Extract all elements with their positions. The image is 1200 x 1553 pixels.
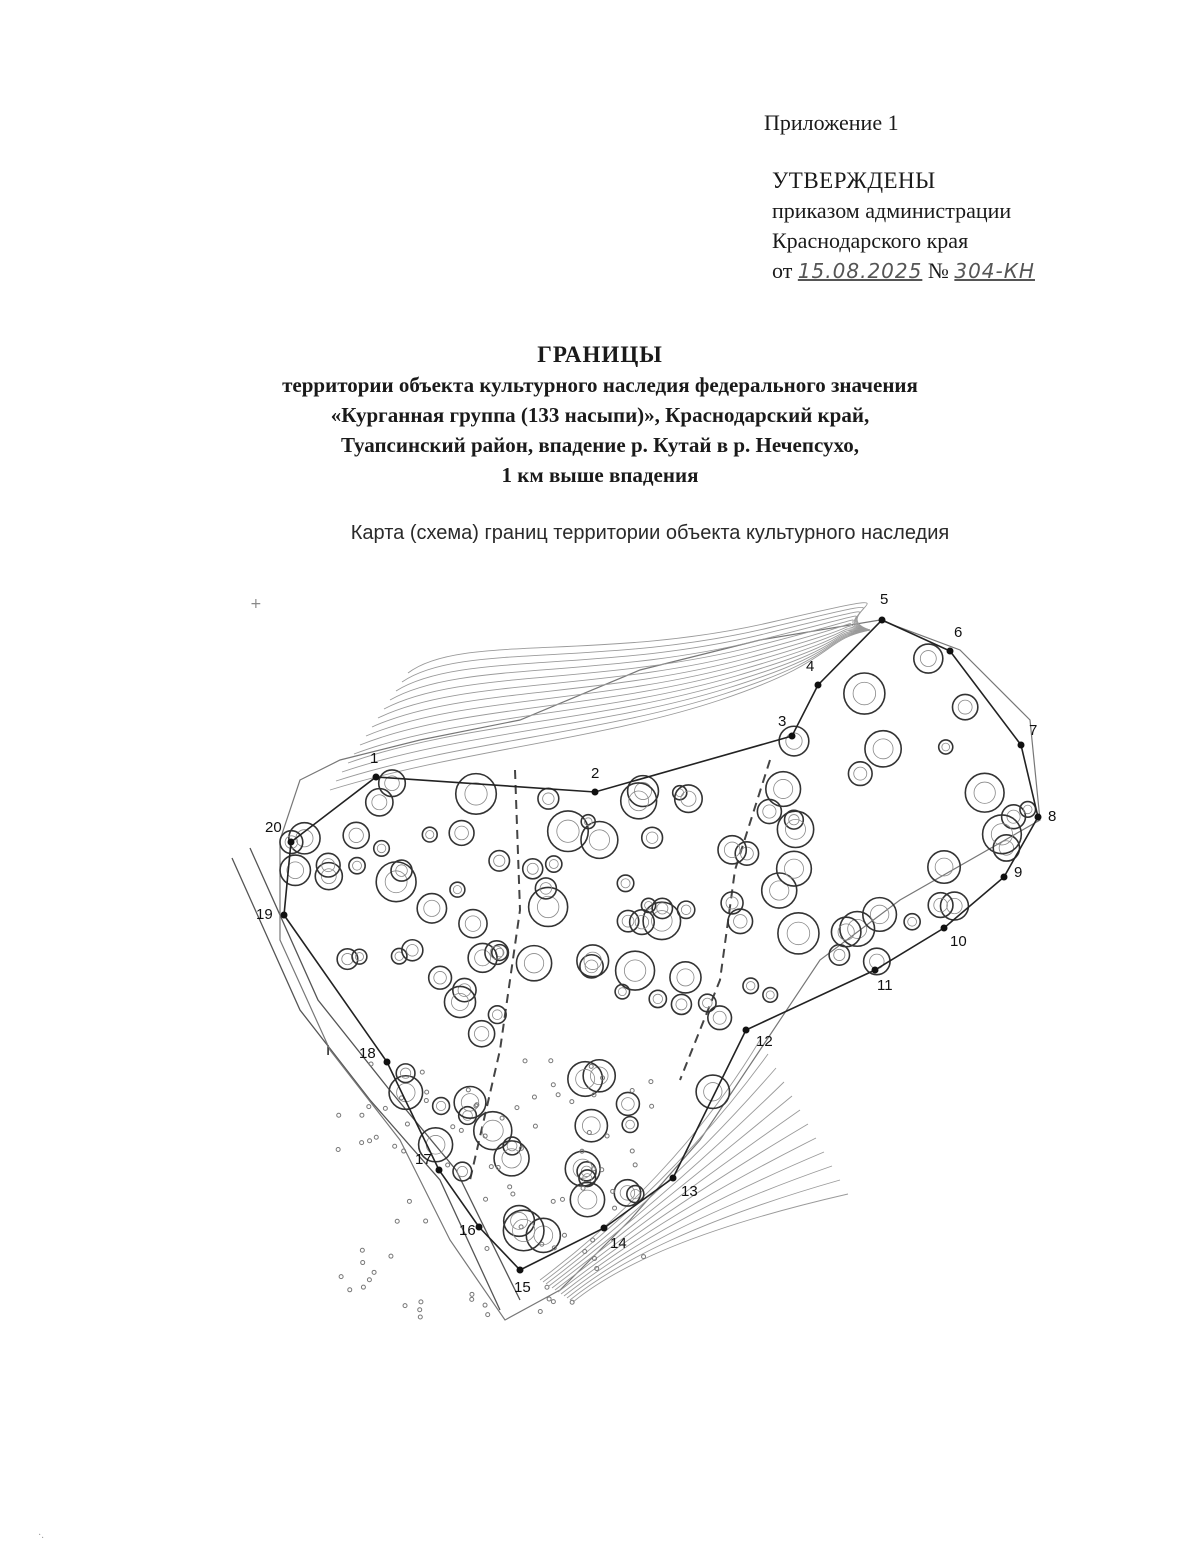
boundary-point-20 [288, 839, 295, 846]
burial-mound [757, 799, 781, 823]
terrain-dot [551, 1083, 555, 1087]
burial-mound [939, 740, 953, 754]
terrain-dot [337, 1113, 341, 1117]
burial-mound [642, 827, 663, 848]
terrain-dot [361, 1261, 365, 1265]
burial-mound [456, 774, 497, 815]
number-prefix: № [927, 258, 949, 283]
terrain-dot [591, 1238, 595, 1242]
terrain-dot [407, 1199, 411, 1203]
terrain-dot [589, 1064, 593, 1068]
boundary-point-label-14: 14 [610, 1235, 627, 1252]
boundary-point-15 [517, 1267, 524, 1274]
dashed-paths [470, 760, 770, 1180]
terrain-dot [405, 1122, 409, 1126]
boundary-point-label-16: 16 [459, 1222, 476, 1239]
terrain-dot [489, 1165, 493, 1169]
terrain-dot [459, 1128, 463, 1132]
terrain-dot [383, 1106, 387, 1110]
boundary-point-1 [373, 774, 380, 781]
burial-mound [708, 1006, 732, 1030]
title-line-3: Туапсинский район, впадение р. Кутай в р. Нечепсухо, [341, 433, 859, 457]
boundary-point-label-13: 13 [681, 1183, 698, 1200]
terrain-dot [360, 1248, 364, 1252]
burial-mound [429, 966, 452, 989]
terrain-dot [484, 1197, 488, 1201]
burial-mound [575, 1110, 607, 1142]
burial-mound [453, 978, 476, 1001]
burial-mound [621, 783, 657, 819]
appendix-label: Приложение 1 [764, 110, 899, 135]
boundary-point-16 [476, 1224, 483, 1231]
burial-mound [516, 946, 551, 981]
burial-mound [940, 892, 968, 920]
terrain-dot [470, 1297, 474, 1301]
burial-mound [928, 851, 960, 883]
boundary-point-label-15: 15 [514, 1279, 531, 1296]
terrain-dot [424, 1219, 428, 1223]
terrain-dot [486, 1313, 490, 1317]
terrain-dot [545, 1285, 549, 1289]
burial-mound [523, 859, 543, 879]
boundary-point-label-3: 3 [778, 713, 787, 730]
boundary-point-label-5: 5 [880, 591, 889, 608]
burial-mound [675, 785, 703, 813]
terrain-dot [551, 1199, 555, 1203]
burial-mound [474, 1112, 512, 1150]
boundary-point-label-6: 6 [954, 624, 963, 641]
terrain-dot [515, 1106, 519, 1110]
contour-line [552, 1096, 792, 1288]
burial-mound [289, 823, 320, 854]
terrain-dot [508, 1185, 512, 1189]
terrain-dot [361, 1285, 365, 1289]
terrain-dot [562, 1233, 566, 1237]
terrain-dot [360, 1141, 364, 1145]
contour-line [336, 630, 870, 781]
terrain-dot [538, 1310, 542, 1314]
title-line-4: 1 км выше впадения [501, 463, 699, 487]
handwritten-number: 304-КН [954, 259, 1035, 283]
terrain-dot [367, 1278, 371, 1282]
terrain-dot [393, 1144, 397, 1148]
burial-mound [469, 1021, 495, 1047]
boundary-point-label-18: 18 [359, 1045, 376, 1062]
boundary-point-6 [947, 648, 954, 655]
terrain-dot [419, 1300, 423, 1304]
burial-mound [503, 1137, 521, 1155]
burial-mound [616, 1092, 639, 1115]
terrain-dot [605, 1134, 609, 1138]
terrain-dot [583, 1249, 587, 1253]
terrain-dot [549, 1059, 553, 1063]
burial-mound [280, 855, 310, 885]
boundary-point-4 [815, 682, 822, 689]
mound-group [280, 644, 1036, 1319]
terrain-dot [474, 1104, 478, 1108]
boundary-point-7 [1018, 742, 1025, 749]
burial-mound [349, 858, 365, 874]
terrain-dot [556, 1093, 560, 1097]
boundary-point-2 [592, 789, 599, 796]
terrain-dot [642, 1255, 646, 1259]
burial-mound [952, 694, 977, 719]
title-line-1: территории объекта культурного наследия федерального значения [282, 373, 918, 397]
boundary-point-18 [384, 1059, 391, 1066]
boundary-point-label-12: 12 [756, 1033, 773, 1050]
terrain-dot [630, 1149, 634, 1153]
boundary-point-14 [601, 1225, 608, 1232]
boundary-point-3 [789, 733, 796, 740]
date-prefix: от [772, 258, 793, 283]
burial-mound [459, 910, 487, 938]
boundary-point-label-4: 4 [806, 658, 815, 675]
terrain-dot [425, 1090, 429, 1094]
site-map [0, 580, 1200, 1480]
boundary-point-label-9: 9 [1014, 864, 1023, 881]
burial-mound [728, 909, 753, 934]
burial-mound [417, 894, 446, 923]
burial-mound [570, 1182, 604, 1216]
burial-mound [374, 841, 390, 857]
burial-mound [844, 673, 885, 714]
burial-mound [546, 856, 562, 872]
document-title [150, 340, 1050, 490]
burial-mound [649, 990, 666, 1007]
title-main: ГРАНИЦЫ [537, 342, 663, 367]
terrain-dot [360, 1113, 364, 1117]
terrain-dot [547, 1297, 551, 1301]
terrain-dot [485, 1247, 489, 1251]
terrain-dot [372, 1270, 376, 1274]
terrain-dot [470, 1292, 474, 1296]
burial-mound [865, 731, 901, 767]
burial-mound [538, 788, 559, 809]
boundary-point-10 [941, 925, 948, 932]
burial-mound [422, 827, 437, 842]
approval-order: приказом администрации [772, 198, 1012, 223]
burial-mound [379, 770, 406, 797]
terrain-dot [649, 1080, 653, 1084]
scan-artifact: ·. [38, 1530, 44, 1541]
terrain-dot [511, 1192, 515, 1196]
burial-mound [914, 644, 943, 673]
boundary-point-8 [1035, 814, 1042, 821]
title-line-2: «Курганная группа (133 насыпи)», Краснодарский край, [330, 403, 870, 427]
north-mark: + [250, 596, 262, 612]
contour-line [549, 1082, 784, 1286]
terrain-dot [633, 1163, 637, 1167]
terrain-dot [570, 1100, 574, 1104]
boundary-point-9 [1001, 874, 1008, 881]
terrain-dot [523, 1059, 527, 1063]
burial-mound [494, 1141, 529, 1176]
boundary-point-12 [743, 1027, 750, 1034]
burial-mound [670, 962, 701, 993]
burial-mound [444, 986, 475, 1017]
boundary-point-19 [281, 912, 288, 919]
terrain-dot [551, 1300, 555, 1304]
burial-mound [449, 821, 474, 846]
burial-mound [829, 945, 849, 965]
burial-mound [352, 949, 367, 964]
terrain-dot [420, 1070, 424, 1074]
terrain-dot [630, 1088, 634, 1092]
burial-mound [489, 851, 509, 871]
boundary-point-5 [879, 617, 886, 624]
burial-mound [677, 901, 694, 918]
boundary-point-label-2: 2 [591, 765, 600, 782]
burial-mound [488, 1006, 506, 1024]
terrain-dot [533, 1124, 537, 1128]
map-caption: Карта (схема) границ территории объекта культурного наследия [350, 522, 950, 544]
approval-block [772, 166, 1035, 286]
handwritten-date: 15.08.2025 [797, 259, 923, 283]
burial-mound [389, 1076, 423, 1110]
boundary-point-label-19: 19 [256, 906, 273, 923]
burial-mound [366, 789, 393, 816]
terrain-dot [570, 1300, 574, 1304]
burial-mound [763, 988, 778, 1003]
burial-mound [615, 984, 629, 998]
approval-region: Краснодарского края [772, 228, 969, 253]
burial-mound [696, 1075, 729, 1108]
boundary-point-label-20: 20 [265, 819, 282, 836]
burial-mound [453, 1162, 472, 1181]
burial-mound [450, 882, 465, 897]
burial-mound [617, 875, 634, 892]
terrain-dot [395, 1219, 399, 1223]
terrain-dot [336, 1147, 340, 1151]
approval-date-line [772, 256, 1035, 286]
contour-line [372, 627, 870, 727]
contour-line [408, 603, 870, 673]
terrain-dot [650, 1104, 654, 1108]
burial-mound [766, 772, 801, 807]
terrain-dot [348, 1288, 352, 1292]
river-label: I [326, 1042, 331, 1059]
terrain-dot [451, 1125, 455, 1129]
burial-mound [343, 822, 369, 848]
terrain-dot [374, 1135, 378, 1139]
contour-line [402, 607, 870, 682]
terrain-dot [368, 1139, 372, 1143]
boundary-point-13 [670, 1175, 677, 1182]
terrain-outline [280, 620, 1040, 1320]
burial-mound [583, 1060, 615, 1092]
burial-mound [778, 913, 819, 954]
terrain-dot [500, 1116, 504, 1120]
terrain-dot [367, 1105, 371, 1109]
boundary-point-label-10: 10 [950, 933, 967, 950]
terrain-dot [483, 1303, 487, 1307]
burial-mound [965, 773, 1004, 812]
burial-mound [848, 762, 872, 786]
terrain-dot [519, 1225, 523, 1229]
terrain-dot [339, 1275, 343, 1279]
burial-mound [671, 994, 691, 1014]
boundary-point-label-1: 1 [370, 750, 379, 767]
burial-mound [396, 1064, 415, 1083]
burial-mound [503, 1210, 544, 1251]
terrain-dot [403, 1304, 407, 1308]
contour-line [330, 630, 870, 790]
terrain-dot [418, 1308, 422, 1312]
contour-line [564, 1152, 824, 1296]
burial-mound [904, 914, 920, 930]
terrain-dot [613, 1206, 617, 1210]
burial-mound [622, 1117, 638, 1133]
burial-mound [433, 1098, 450, 1115]
boundary-point-label-7: 7 [1029, 722, 1038, 739]
boundary-point-label-11: 11 [877, 977, 893, 994]
terrain-dot [560, 1197, 564, 1201]
approved-heading: УТВЕРЖДЕНЫ [772, 168, 936, 193]
boundary-point-label-8: 8 [1048, 808, 1057, 825]
burial-mound [1002, 805, 1026, 829]
terrain-dot [466, 1088, 470, 1092]
contour-line [555, 1110, 800, 1290]
terrain-dot [418, 1315, 422, 1319]
terrain-dot [532, 1095, 536, 1099]
terrain-dot [389, 1254, 393, 1258]
boundary-point-17 [436, 1167, 443, 1174]
terrain-dot [424, 1099, 428, 1103]
burial-mound [743, 978, 758, 993]
terrain-dot [446, 1163, 450, 1167]
burial-mound [630, 910, 655, 935]
burial-mound [315, 863, 342, 890]
boundary-point-label-17: 17 [415, 1151, 432, 1168]
boundary-point-11 [872, 967, 879, 974]
